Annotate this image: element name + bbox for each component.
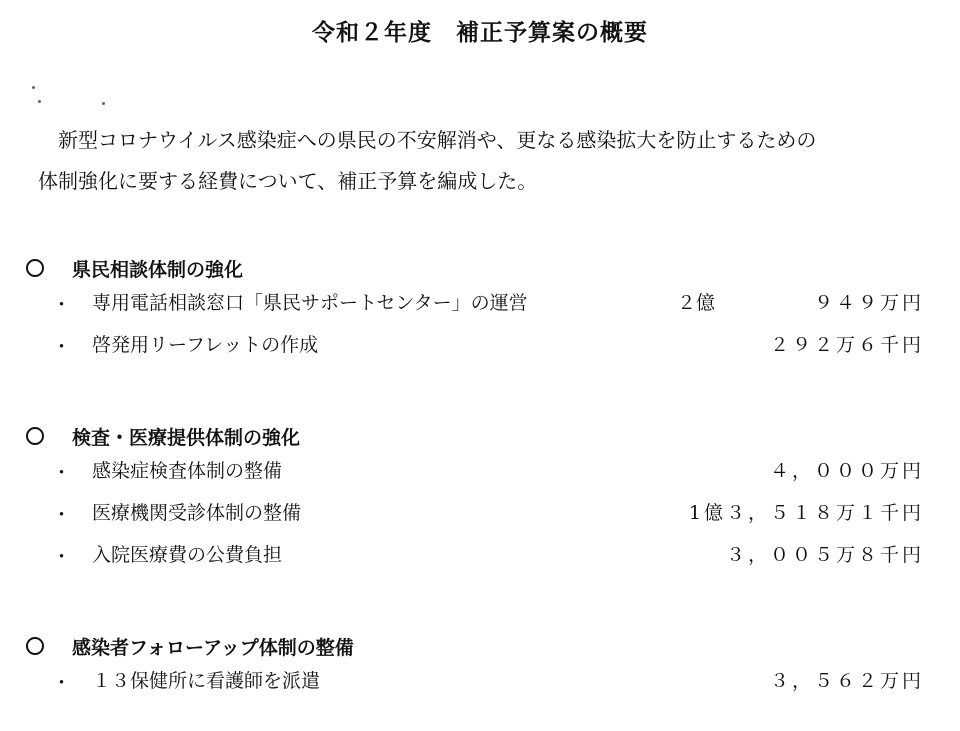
circle-bullet-icon — [26, 427, 44, 445]
circle-bullet-icon — [26, 637, 44, 655]
list-item — [22, 452, 942, 494]
bullet-dot: ・ — [52, 294, 72, 316]
item-label: 啓発用リーフレットの作成 — [92, 334, 319, 356]
list-item — [22, 536, 942, 578]
item-amount: ２９２万６千円 — [769, 334, 924, 356]
intro-line-2: 体制強化に要する経費について、補正予算を編成した。 — [38, 169, 538, 193]
list-item — [22, 284, 942, 326]
circle-bullet-icon — [26, 259, 44, 277]
list-item — [22, 662, 942, 704]
item-label: 医療機関受診体制の整備 — [92, 502, 302, 524]
bullet-dot: ・ — [52, 462, 72, 484]
section-heading-text: 検査・医療提供体制の強化 — [72, 426, 301, 449]
item-label: １３保健所に看護師を派遣 — [92, 670, 321, 692]
scan-speck — [32, 86, 35, 89]
bullet-dot: ・ — [52, 504, 72, 526]
section-heading-text: 県民相談体制の強化 — [72, 258, 244, 281]
section-consultation — [22, 252, 942, 368]
bullet-dot: ・ — [52, 336, 72, 358]
item-amount: ４，０００万円 — [769, 460, 924, 482]
item-label: 専用電話相談窓口「県民サポートセンター」の運営 — [92, 292, 528, 314]
section-heading — [22, 630, 942, 662]
item-label: 入院医療費の公費負担 — [92, 544, 283, 566]
section-testing-medical — [22, 420, 942, 578]
item-amount-oku: ２億 — [677, 292, 716, 314]
document-title: 令和２年度 補正予算案の概要 — [312, 20, 648, 46]
bullet-dot: ・ — [52, 672, 72, 694]
item-amount: ９４９万円 — [813, 292, 924, 314]
item-amount: ３，５６２万円 — [769, 670, 924, 692]
intro-line-1: 新型コロナウイルス感染症への県民の不安解消や、更なる感染拡大を防止するための — [58, 128, 817, 152]
section-heading — [22, 420, 942, 452]
item-amount: 1億３，５１８万１千円 — [688, 502, 924, 524]
item-label: 感染症検査体制の整備 — [92, 460, 283, 482]
section-heading-text: 感染者フォローアップ体制の整備 — [72, 636, 354, 659]
list-item — [22, 494, 942, 536]
scan-speck — [102, 102, 105, 105]
scan-speck — [38, 100, 41, 103]
list-item — [22, 326, 942, 368]
intro-paragraph — [38, 120, 938, 202]
item-amount: ３，００５万８千円 — [725, 544, 924, 566]
bullet-dot: ・ — [52, 546, 72, 568]
section-heading — [22, 252, 942, 284]
section-followup — [22, 630, 942, 704]
